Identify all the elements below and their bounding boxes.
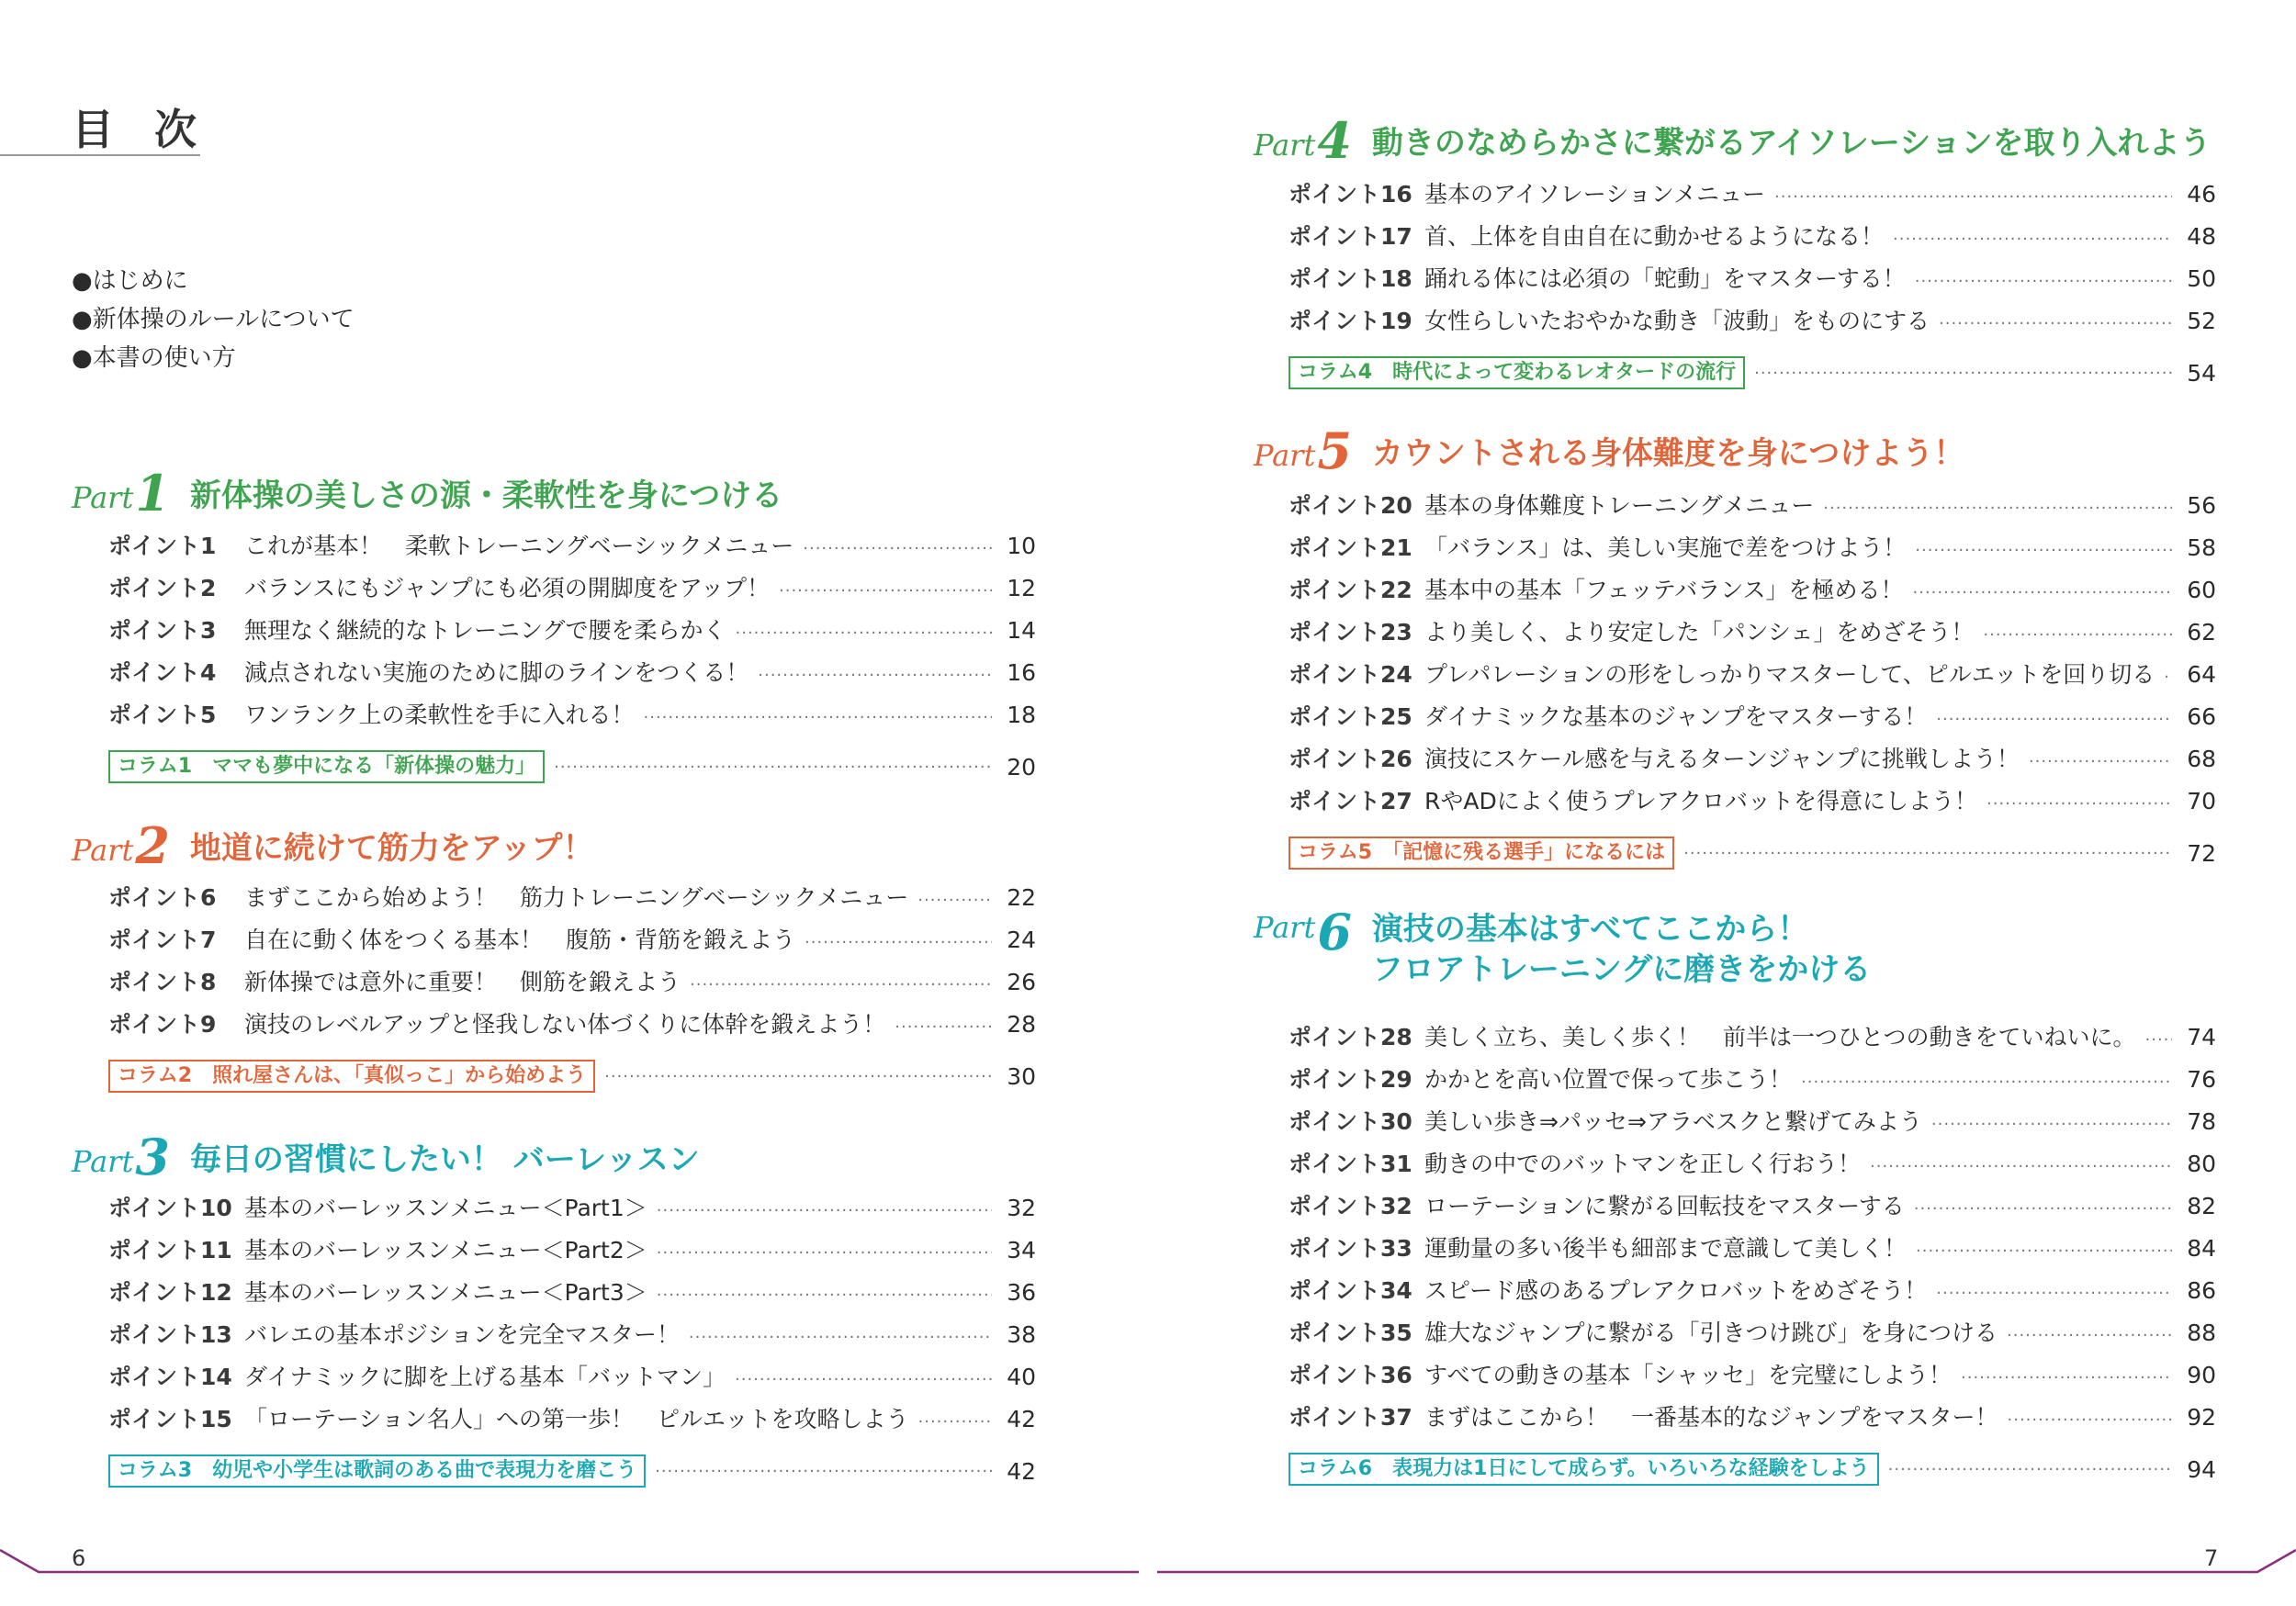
leader-dots	[604, 1067, 992, 1086]
leader-dots	[2007, 1326, 2172, 1345]
part-word-label: Part	[1254, 128, 1316, 163]
point-label: ポイント14	[108, 1364, 232, 1390]
leader-dots	[895, 1017, 992, 1037]
entry-title: 基本の身体難度トレーニングメニュー	[1424, 492, 1815, 519]
point-label: ポイント33	[1289, 1235, 1412, 1262]
point-label: ポイント29	[1289, 1066, 1412, 1093]
point-label: ポイント8	[108, 969, 217, 995]
toc-entry[interactable]	[1289, 657, 2216, 699]
part-number: 3	[135, 1128, 170, 1186]
toc-entry[interactable]	[1289, 1019, 2216, 1061]
entry-title: 基本中の基本「フェッテバランス」を極める！	[1424, 577, 1904, 603]
leader-dots	[1888, 1460, 2172, 1479]
point-label: ポイント31	[1289, 1151, 1412, 1177]
page-number: 58	[2187, 534, 2216, 561]
point-label: ポイント11	[108, 1237, 232, 1263]
toc-entry[interactable]	[108, 1401, 1036, 1443]
toc-entry[interactable]	[1289, 219, 2216, 261]
leader-dots	[805, 933, 992, 952]
page-number: 32	[1007, 1195, 1036, 1221]
point-label: ポイント27	[1289, 788, 1412, 814]
point-label: ポイント4	[108, 659, 217, 686]
entry-title: 女性らしいたおやかな動き「波動」をものにする	[1424, 308, 1930, 334]
column-entry[interactable]	[108, 743, 1036, 791]
page-number: 42	[1007, 1406, 1036, 1432]
toc-entry[interactable]	[108, 922, 1036, 964]
page-number: 28	[1007, 1011, 1036, 1038]
toc-entry-list	[1289, 488, 2216, 877]
column-entry[interactable]	[1289, 1445, 2216, 1493]
leader-dots	[2029, 752, 2172, 771]
column-title-box: コラム3 幼児や小学生は歌詞のある曲で表現力を磨こう	[108, 1454, 646, 1488]
intro-item[interactable]: ●はじめに	[72, 267, 188, 295]
point-label: ポイント37	[1289, 1404, 1412, 1431]
point-label: ポイント30	[1289, 1108, 1412, 1135]
part-title-line: カウントされる身体難度を身につけよう！	[1371, 435, 1965, 472]
page-number: 20	[1007, 753, 1036, 781]
footer-rule	[0, 1543, 2296, 1579]
point-label: ポイント34	[1289, 1277, 1412, 1304]
entry-title: バランスにもジャンプにも必須の開脚度をアップ！	[244, 575, 771, 601]
point-label: ポイント24	[1289, 661, 1412, 688]
entry-title: 無理なく継続的なトレーニングで腰を柔らかく	[244, 617, 726, 644]
point-label: ポイント3	[108, 617, 217, 644]
page-number: 22	[1007, 884, 1036, 911]
leader-dots	[657, 1201, 992, 1220]
entry-title: 首、上体を自由自在に動かせるようになる！	[1424, 223, 1885, 250]
leader-dots	[1913, 583, 2172, 602]
page-number: 52	[2187, 308, 2216, 334]
part-word-label: Part	[72, 833, 134, 868]
entry-title: スピード感のあるプレアクロバットをめざそう！	[1424, 1277, 1928, 1304]
toc-entry[interactable]	[108, 612, 1036, 655]
toc-entry[interactable]	[108, 1006, 1036, 1049]
leader-dots	[1916, 1241, 2172, 1261]
part-word-label: Part	[1254, 910, 1316, 945]
page-number: 84	[2187, 1235, 2216, 1262]
toc-entry[interactable]	[1289, 1315, 2216, 1357]
point-label: ポイント16	[1289, 181, 1412, 208]
page-number: 54	[2187, 359, 2216, 387]
page-number: 68	[2187, 746, 2216, 772]
point-label: ポイント12	[108, 1279, 232, 1306]
page-number: 16	[1007, 659, 1036, 686]
page-number: 38	[1007, 1321, 1036, 1348]
leader-dots	[1961, 1368, 2172, 1387]
page-number: 64	[2187, 661, 2216, 688]
toc-entry[interactable]	[1289, 783, 2216, 825]
leader-dots	[1986, 794, 2172, 814]
entry-title: 踊れる体には必須の「蛇動」をマスターする！	[1424, 265, 1906, 292]
intro-list	[72, 262, 355, 377]
point-label: ポイント23	[1289, 619, 1412, 646]
column-title-box: コラム5 「記憶に残る選手」になるには	[1289, 837, 1674, 870]
point-label: ポイント10	[108, 1195, 232, 1221]
point-label: ポイント20	[1289, 492, 1412, 519]
toc-entry[interactable]	[1289, 614, 2216, 657]
leader-dots	[1801, 1073, 2172, 1092]
entry-title: 「バランス」は、美しい実施で差をつけよう！	[1424, 534, 1907, 561]
point-label: ポイント26	[1289, 746, 1412, 772]
entry-title: ワンランク上の柔軟性を手に入れる！	[244, 702, 635, 728]
leader-dots	[1683, 844, 2172, 863]
part-heading-2	[72, 816, 594, 875]
point-label: ポイント18	[1289, 265, 1412, 292]
part-title-line: 地道に続けて筋力をアップ！	[189, 830, 594, 867]
page-number: 40	[1007, 1364, 1036, 1390]
column-title-box: コラム1 ママも夢中になる「新体操の魅力」	[108, 750, 545, 783]
toc-entry[interactable]	[108, 697, 1036, 739]
leader-dots	[1823, 499, 2172, 518]
page-number: 80	[2187, 1151, 2216, 1177]
leader-dots	[657, 1243, 992, 1263]
point-label: ポイント9	[108, 1011, 217, 1038]
toc-entry[interactable]	[1289, 488, 2216, 530]
page-number: 76	[2187, 1066, 2216, 1093]
part-title-line: 毎日の習慣にしたい！ バーレッスン	[189, 1141, 700, 1178]
entry-title: 新体操では意外に重要！ 側筋を鍛えよう	[244, 969, 681, 995]
part-heading-5	[1254, 421, 1965, 480]
page-number: 92	[2187, 1404, 2216, 1431]
entry-title: バレエの基本ポジションを完全マスター！	[244, 1321, 680, 1348]
toc-entry[interactable]	[108, 1275, 1036, 1317]
leader-dots	[2164, 668, 2172, 687]
page-number: 24	[1007, 927, 1036, 953]
title-underline	[0, 154, 200, 156]
leader-dots	[689, 1328, 992, 1347]
part-title	[1372, 433, 1964, 474]
part-number: 1	[135, 464, 170, 522]
toc-entry[interactable]	[108, 1317, 1036, 1359]
leader-dots	[1915, 272, 2172, 291]
toc-entry[interactable]	[1289, 1146, 2216, 1188]
page-number: 72	[2187, 839, 2216, 867]
page-number: 62	[2187, 619, 2216, 646]
toc-entry[interactable]	[1289, 1188, 2216, 1230]
leader-dots	[758, 666, 992, 685]
part-number: 2	[135, 816, 170, 875]
entry-title: 基本のバーレッスンメニュー＜Part3＞	[244, 1279, 647, 1306]
part-title-line: 演技の基本はすべてここから！	[1371, 911, 1809, 948]
point-label: ポイント17	[1289, 223, 1412, 250]
part-heading-3	[72, 1128, 700, 1186]
entry-title: ダイナミックな基本のジャンプをマスターする！	[1424, 703, 1928, 730]
toc-entry[interactable]	[1289, 572, 2216, 614]
page-number: 50	[2187, 265, 2216, 292]
leader-dots	[1914, 1199, 2172, 1219]
leader-dots	[1939, 314, 2172, 333]
part-title	[190, 828, 594, 869]
leader-dots	[735, 1370, 992, 1389]
leader-dots	[1893, 230, 2172, 249]
entry-title: 美しい歩き⇒パッセ⇒アラベスクと繋げてみよう	[1424, 1108, 1922, 1135]
part-word-label: Part	[72, 1144, 134, 1179]
page-number: 90	[2187, 1362, 2216, 1388]
entry-title: 運動量の多い後半も細部まで意識して美しく！	[1424, 1235, 1908, 1262]
part-heading-4	[1254, 111, 2212, 170]
entry-title: プレパレーションの形をしっかりマスターして、ピルエットを回り切る	[1424, 661, 2155, 688]
page-number: 48	[2187, 223, 2216, 250]
page-number-right: 7	[2204, 1545, 2219, 1571]
column-entry[interactable]	[108, 1052, 1036, 1100]
leader-dots	[1936, 1284, 2172, 1303]
entry-title: 基本のバーレッスンメニュー＜Part2＞	[244, 1237, 647, 1263]
toc-entry[interactable]	[108, 528, 1036, 570]
page-number: 74	[2187, 1024, 2216, 1050]
part-title	[190, 476, 782, 516]
entry-title: 演技にスケール感を与えるターンジャンプに挑戦しよう！	[1424, 746, 2020, 772]
leader-dots	[803, 539, 992, 558]
entry-title: まずはここから！ 一番基本的なジャンプをマスター！	[1424, 1404, 1998, 1431]
entry-title: 雄大なジャンプに繋がる「引きつけ跳び」を身につける	[1424, 1320, 1998, 1346]
page-number: 66	[2187, 703, 2216, 730]
part-title	[190, 1140, 700, 1180]
toc-entry[interactable]	[108, 570, 1036, 612]
part-heading-1	[72, 464, 783, 522]
toc-entry-list	[108, 880, 1036, 1100]
toc-entry[interactable]	[108, 655, 1036, 697]
toc-entry[interactable]	[1289, 1104, 2216, 1146]
part-title	[1372, 123, 2212, 163]
intro-item[interactable]: ●本書の使い方	[72, 344, 236, 372]
column-entry[interactable]	[108, 1447, 1036, 1495]
point-label: ポイント28	[1289, 1024, 1412, 1050]
toc-entry[interactable]	[1289, 1061, 2216, 1104]
leader-dots	[644, 708, 992, 727]
leader-dots	[2145, 1030, 2172, 1050]
point-label: ポイント22	[1289, 577, 1412, 603]
page-number: 46	[2187, 181, 2216, 208]
point-label: ポイント35	[1289, 1320, 1412, 1346]
entry-title: RやADによく使うプレアクロバットを得意にしよう！	[1424, 788, 1977, 814]
point-label: ポイント2	[108, 575, 217, 601]
page-number: 82	[2187, 1193, 2216, 1219]
toc-entry[interactable]	[1289, 1399, 2216, 1442]
part-title-line: 動きのなめらかさに繋がるアイソレーションを取り入れよう	[1371, 125, 2212, 162]
page-number: 18	[1007, 702, 1036, 728]
column-entry[interactable]	[1289, 829, 2216, 877]
page-number: 26	[1007, 969, 1036, 995]
toc-entry[interactable]	[1289, 1273, 2216, 1315]
toc-entry[interactable]	[1289, 699, 2216, 741]
page-number: 70	[2187, 788, 2216, 814]
point-label: ポイント6	[108, 884, 217, 911]
point-label: ポイント19	[1289, 308, 1412, 334]
intro-item[interactable]: ●新体操のルールについて	[72, 306, 355, 333]
entry-title: 演技のレベルアップと怪我しない体づくりに体幹を鍛えよう！	[244, 1011, 886, 1038]
page-number: 86	[2187, 1277, 2216, 1304]
point-label: ポイント32	[1289, 1193, 1412, 1219]
leader-dots	[1870, 1157, 2172, 1176]
toc-entry-list	[1289, 1019, 2216, 1493]
column-title-box: コラム4 時代によって変わるレオタードの流行	[1289, 356, 1745, 389]
page-number: 60	[2187, 577, 2216, 603]
page-number: 36	[1007, 1279, 1036, 1306]
page-number: 14	[1007, 617, 1036, 644]
leader-dots	[2008, 1410, 2172, 1430]
toc-entry[interactable]	[1289, 261, 2216, 303]
leader-dots	[917, 891, 992, 910]
page-number: 12	[1007, 575, 1036, 601]
entry-title: より美しく、より安定した「パンシェ」をめざそう！	[1424, 619, 1975, 646]
leader-dots	[655, 1462, 992, 1481]
leader-dots	[1983, 625, 2172, 645]
leader-dots	[1936, 710, 2172, 729]
column-title-box: コラム2 照れ屋さんは、「真似っこ」から始めよう	[108, 1060, 595, 1093]
page-number: 94	[2187, 1455, 2216, 1483]
leader-dots	[779, 581, 992, 601]
toc-entry-list	[1289, 176, 2216, 397]
toc-entry[interactable]	[1289, 176, 2216, 219]
part-number: 6	[1317, 903, 1352, 961]
leader-dots	[1915, 541, 2172, 560]
page-number-left: 6	[72, 1545, 86, 1571]
toc-entry[interactable]	[1289, 1230, 2216, 1273]
page-title: 目 次	[72, 105, 210, 154]
leader-dots	[1774, 187, 2172, 207]
entry-title: 基本のアイソレーションメニュー	[1424, 181, 1766, 208]
entry-title: 美しく立ち、美しく歩く！ 前半は一つひとつの動きをていねいに。	[1424, 1024, 2136, 1050]
toc-entry[interactable]	[108, 1359, 1036, 1401]
point-label: ポイント7	[108, 927, 217, 953]
part-title-line: フロアトレーニングに磨きをかける	[1371, 951, 1872, 988]
entry-title: すべての動きの基本「シャッセ」を完璧にしよう！	[1424, 1362, 1953, 1388]
leader-dots	[918, 1412, 992, 1432]
entry-title: 基本のバーレッスンメニュー＜Part1＞	[244, 1195, 647, 1221]
entry-title: 自在に動く体をつくる基本！ 腹筋・背筋を鍛えよう	[244, 927, 796, 953]
part-title-line: 新体操の美しさの源・柔軟性を身につける	[189, 477, 783, 514]
page-number: 10	[1007, 533, 1036, 559]
column-entry[interactable]	[1289, 349, 2216, 397]
toc-entry[interactable]	[108, 880, 1036, 922]
toc-entry[interactable]	[1289, 741, 2216, 783]
footer-rule-right	[1157, 1550, 2296, 1572]
toc-entry[interactable]	[1289, 1357, 2216, 1399]
page-number: 56	[2187, 492, 2216, 519]
leader-dots	[736, 623, 992, 643]
leader-dots	[554, 758, 992, 777]
leader-dots	[1931, 1115, 2172, 1134]
page-number: 30	[1007, 1062, 1036, 1090]
right-page	[1148, 0, 2296, 1606]
leader-dots	[657, 1286, 992, 1305]
page-number: 78	[2187, 1108, 2216, 1135]
entry-title: まずここから始めよう！ 筋力トレーニングベーシックメニュー	[244, 884, 909, 911]
page-number: 42	[1007, 1457, 1036, 1485]
toc-entry[interactable]	[108, 1190, 1036, 1232]
point-label: ポイント36	[1289, 1362, 1412, 1388]
toc-entry-list	[108, 1190, 1036, 1495]
toc-entry[interactable]	[1289, 303, 2216, 345]
point-label: ポイント13	[108, 1321, 232, 1348]
point-label: ポイント1	[108, 533, 217, 559]
part-word-label: Part	[72, 480, 134, 515]
toc-entry-list	[108, 528, 1036, 791]
toc-entry[interactable]	[1289, 530, 2216, 572]
point-label: ポイント25	[1289, 703, 1412, 730]
point-label: ポイント21	[1289, 534, 1412, 561]
part-number: 4	[1317, 111, 1352, 170]
footer-rule-left	[0, 1550, 1139, 1572]
point-label: ポイント5	[108, 702, 217, 728]
column-title-box: コラム6 表現力は1日にして成らず。いろいろな経験をしよう	[1289, 1453, 1879, 1486]
entry-title: 減点されない実施のために脚のラインをつくる！	[244, 659, 749, 686]
entry-title: ダイナミックに脚を上げる基本「バットマン」	[244, 1364, 726, 1390]
part-title	[1372, 909, 1871, 990]
leader-dots	[690, 975, 992, 994]
toc-entry[interactable]	[108, 964, 1036, 1006]
entry-title: 動きの中でのバットマンを正しく行おう！	[1424, 1151, 1862, 1177]
page-number: 34	[1007, 1237, 1036, 1263]
entry-title: これが基本！ 柔軟トレーニングベーシックメニュー	[244, 533, 794, 559]
entry-title: かかとを高い位置で保って歩こう！	[1424, 1066, 1793, 1093]
leader-dots	[1754, 364, 2172, 383]
toc-entry[interactable]	[108, 1232, 1036, 1275]
part-number: 5	[1317, 421, 1352, 480]
point-label: ポイント15	[108, 1406, 232, 1432]
entry-title: 「ローテーション名人」への第一歩！ ピルエットを攻略しよう	[244, 1406, 909, 1432]
entry-title: ローテーションに繋がる回転技をマスターする	[1424, 1193, 1905, 1219]
part-word-label: Part	[1254, 438, 1316, 473]
part-heading-6	[1254, 903, 1872, 990]
page-number: 88	[2187, 1320, 2216, 1346]
